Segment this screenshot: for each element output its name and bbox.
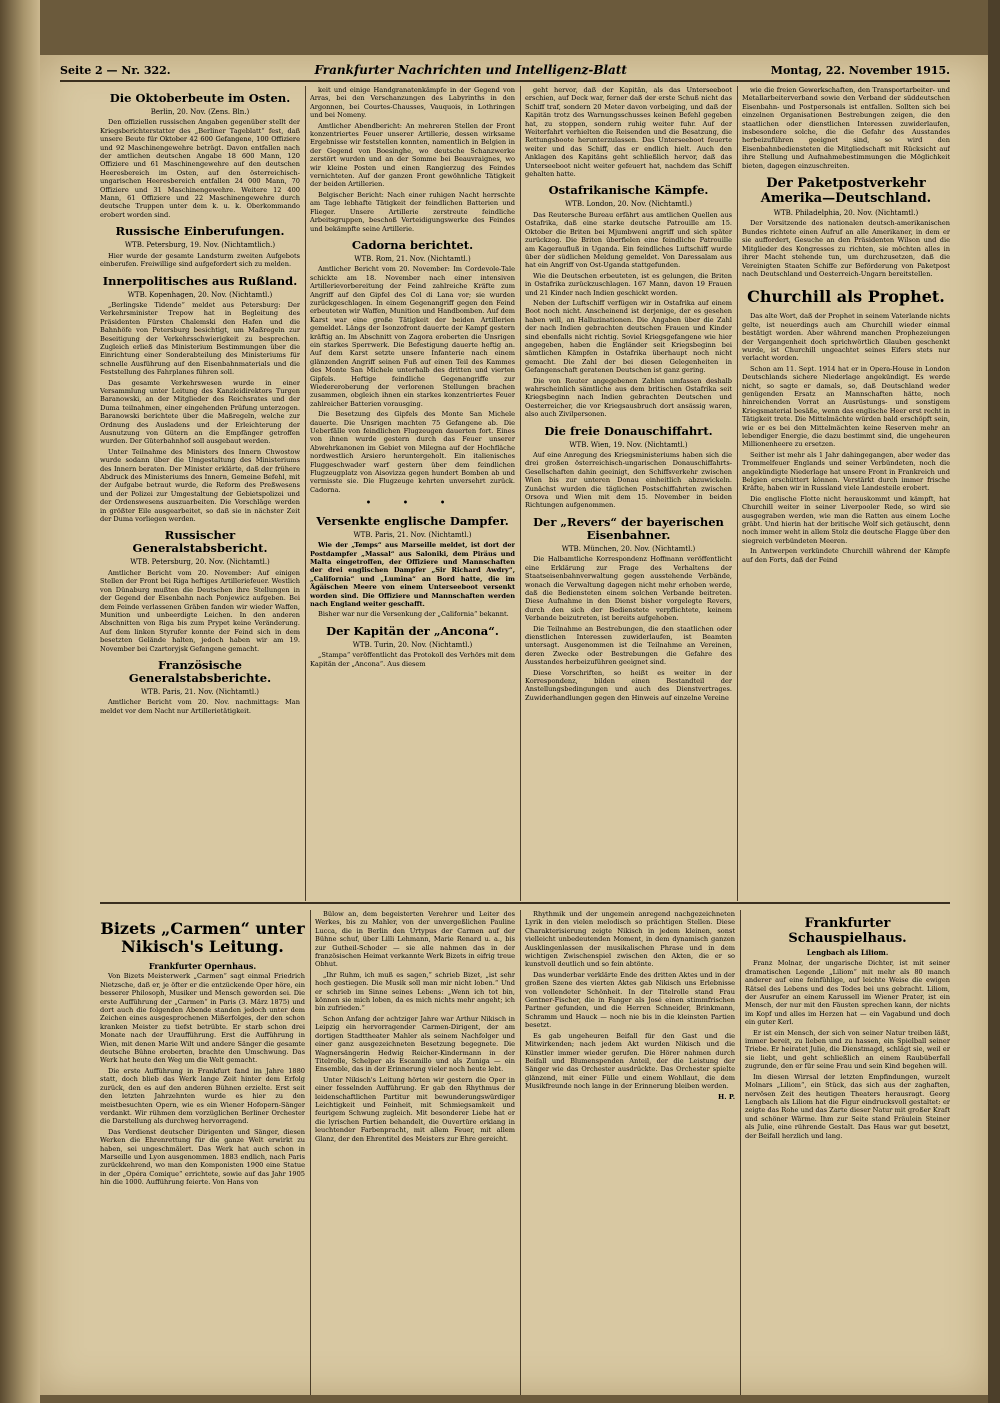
feuilleton-column-1	[100, 910, 305, 1395]
feuilleton-column-2	[315, 910, 515, 1395]
feuilleton-column-4	[745, 910, 950, 1395]
dateline: WTB. Petersburg, 19. Nov. (Nichtamtlich.)	[124, 241, 276, 250]
column-2	[310, 86, 515, 901]
article-text: „Berlingske Tidende“ meldet aus Petersburg: Der Verkehrsminister Trepow hat in Begleitung des Präsidenten Fürsten Chalemski den Hafen und die Bahnhöfe von Petersburg besichtigt, um Maßregeln zur Beseitigung der Verkehrsschwierigkeit zu besprechen. Zugleich erließ das Ministerium Bestimmungen über die Einrichtung einer Sonderabteilung des Ministeriums für schnelle Ausführung auf den Eisenbahnmaterials und die Feststellung des Fahrplanes führen soll.	[100, 300, 300, 377]
article-text: In Antwerpen verkündete Churchill während der Kämpfe auf den Forts, daß der Feind	[742, 547, 950, 564]
dateline: WTB. Rom, 21. Nov. (Nichtamtl.)	[354, 254, 471, 263]
header-masthead: Frankfurter Nachrichten und Intelligenz-Blatt	[314, 63, 627, 77]
dateline: Berlin, 20. Nov. (Zens. Bln.)	[150, 108, 250, 116]
column-4	[742, 86, 950, 901]
headline-churchill-prophet: Churchill als Prophet.	[747, 287, 945, 307]
article-text: Das gesamte Verkehrswesen wurde in einer Versammlung unter Leitung des Kanzleidirektors Turgen Baranowski, an der Mitglieder des Reichsrates und der Duma teilnahmen, einer eingehenden Prüfung unterzogen. Baranowski berichtete über die Maßregeln, welche zur Ordnung des Ausladens und der Erleichterung der Ausnutzung von Gütern an die Empfänger getroffen wurden. Der Güterbahnhof soll ausgebaut werden.	[100, 378, 300, 446]
headline-kapitaen-ancona: Der Kapitän der „Ancona“.	[326, 623, 499, 638]
article-text: Diese Vorschriften, so heißt es weiter in der Korrespondenz, bilden einen Bestandteil der Anstellungsbedingungen und auch des Dienstvertrages. Zuwiderhandlungen gegen den Hinweis auf einzelne Vereine	[525, 668, 732, 702]
headline-carmen: Bizets „Carmen“ unter Nikisch's Leitung.	[100, 919, 305, 956]
section-separator: • • •	[365, 498, 460, 510]
article-text: geht hervor, daß der Kapitän, als das Unterseeboot erschien, auf Deck war, ferner daß der erste Schuß nicht das Schiff traf, sondern 20 Meter davon vorbeiging, und daß der Kapitän trotz des Warnungsschusses keinen Befehl gegeben hat, zu stoppen, sondern ruhig weiter fuhr. Auf der Weiterfahrt verhielten die Reisenden und die Besatzung, die Rettungsboote herunterzulassen. Das Unterseeboot feuerte weiter und das Schiff, das er endlich hielt. Auch den Anklagen des Kapitäns geht schließlich hervor, daß das Unterseeboot nicht weiter gefeuert hat, nachdem das Schiff gehalten hatte.	[525, 86, 732, 179]
article-text: Das wunderbar verklärte Ende des dritten Aktes und in der großen Szene des vierten Aktes gab Nikisch uns Erlebnisse von vollendeter Schönheit. In der Titelrolle stand Frau Gentner-Fischer, die in Fanger als José einen stimmfrischen Partner gefunden, und die Herren Schneider, Brinkmann, Schramm und Hauck — noch nie bis in die kleinsten Partien besetzt.	[525, 970, 735, 1030]
article-text: Er ist ein Mensch, der sich von seiner Natur treiben läßt, immer bereit, zu lieben und zu hassen, ein Spielball seiner Triebe. Er heiratet Julie, die Dienstmagd, schlägt sie, weil er sie liebt, und geht schließlich an einem Raubüberfall zugrunde, den er für seine Frau und sein Kind begehen will.	[745, 1028, 950, 1071]
article-text: Das Reutersche Bureau erfährt aus amtlichen Quellen aus Ostafrika, daß eine starke deutsche Patrouille am 15. Oktober die Briten bei Mjumbweni angriff und sich später zurückzog. Die Briten überfielen eine feindliche Patrouille am Kageraufluß in Uganda. Ein feindliches Luftschiff wurde über der südlichen Meldung gemeldet. Von Daressalam aus hat ein Angriff von Ost-Uganda stattgefunden.	[525, 210, 732, 270]
article-text: Franz Molnar, der ungarische Dichter, ist mit seiner dramatischen Legende „Liliom“ mit mehr als 80 manch anderer auf eine feinfühlige, auf leichte Weise die ewigen Rätsel des Lebens und des Todes bei uns gebracht. Liliom, der Ausrufer an einem Karussell im Wiener Prater, ist ein Mensch, der nur mit den Fäusten sprechen kann, der nichts im Kopf und alles im Herzen hat — ein Vagabund und doch ein guter Kerl.	[745, 959, 950, 1027]
article-text: Von Bizets Meisterwerk „Carmen“ sagt einmal Friedrich Nietzsche, daß er, je öfter er die entzückende Oper höre, ein besserer Philosoph, Musiker und Mensch geworden sei. Die erste Aufführung der „Carmen“ in Paris (3. März 1875) und dort auch die folgenden Abende standen jedoch unter dem Zeichen eines ausgesprochenen Mißerfolges, der den schon kranken Meister zu tiefst betrübte. Er starb schon drei Monate nach der Uraufführung. Erst die Aufführung in Wien, mit denen Marie Wilt und andere Sänger die gesamte deutsche Bühne eroberten, brachte den Umschwung. Das Werk hat heute den Weg um die Welt gemacht.	[100, 972, 305, 1065]
column-rule	[740, 910, 741, 1395]
article-text: Die von Reuter angegebenen Zahlen umfassen deshalb wahrscheinlich sämtliche aus dem britischen Ostafrika seit Kriegsbeginn nach Indien gebrachten Deutschen und Oesterreicher, die vor Kriegsausbruch dort ansässig waren, also auch Zivilpersonen.	[525, 376, 732, 419]
headline-innerpolitisches: Innerpolitisches aus Rußland.	[102, 273, 298, 288]
article-text: Die englische Flotte nicht herauskommt und kämpft, hat Churchill weiter in seiner Liverpooler Rede, so wird sie ausgegraben werden, wie man die Ratten aus einem Loche gräbt. Und hierin hat der britische Wolf sich getäuscht, denn noch immer weht in allem Stolz die deutsche Flagge über den siegreich verbündeten Meeren.	[742, 494, 950, 545]
article-text: Belgischer Bericht: Nach einer ruhigen Nacht herrschte am Tage lebhafte Tätigkeit der feindlichen Batterien und Flieger. Unsere Artillerie zerstreute feindliche Arbeitsgruppen, beschoß Verteidigungswerke des Feindes und bekämpfte seine Artillerie.	[310, 190, 515, 233]
article-text: Wie die Deutschen erbeuteten, ist es gelungen, die Briten in Ostafrika zurückzuschlagen. 167 Mann, davon 19 Frauen und 21 Kinder nach Indien geschickt worden.	[525, 271, 732, 297]
article-text: Der Vorsitzende des nationalen deutsch-amerikanischen Bundes richtete einen Aufruf an alle Amerikaner, in dem er sie auffordert, Gesuche an den Präsidenten Wilson und die Mitglieder des Kongresses zu richten, sie möchten alles in ihrer Macht stehende tun, um durchzusetzen, daß die Vereinigten Staaten Schiffe zur Beförderung von Paketpost nach Deutschland und Oesterreich-Ungarn bereitstellen.	[742, 219, 950, 278]
article-text: Schon am 11. Sept. 1914 hat er in Opera-House in London Deutschlands sichere Niederlage angekündigt. Es werde nicht, so sagte er damals, so, daß Deutschland weder genügenden Ersatz an Mannschaften hätte, noch hinreichenden Vorrat an Ausrüstungs- und sonstigem Kriegsmaterial besäße, wenn das englische Heer erst recht in Tätigkeit trete. Die Mittelmächte würden bald erschöpft sein, wie er es bei den Mittelmächten keine Reserven mehr an lebendiger Energie, die dazu bestimmt sind, die ungeheuren Millionenheere zu ersetzen.	[742, 364, 950, 449]
column-rule	[737, 86, 738, 901]
article-text: Seither ist mehr als 1 Jahr dahingegangen, aber weder das Trommelfeuer Englands und seiner Verbündeten, noch die angekündigte Niederlage hat unsere Front in Frankreich und Belgien erschüttert können. Verstärkt durch immer frische Kräfte, haben wir in Russland viele Landesteile erobert.	[742, 450, 950, 493]
headline-oktoberbeute: Die Oktoberbeute im Osten.	[109, 91, 291, 105]
dateline: WTB. München, 20. Nov. (Nichtamtl.)	[561, 544, 696, 553]
article-text: Auf eine Anregung des Kriegsministeriums haben sich die drei großen österreichisch-ungarischen Donauschiffahrts-Gesellschaften dahin geeinigt, den Schiffsverkehr zwischen Wien bis zur unteren Donau einheitlich abzuwickeln. Zunächst wurden die täglichen Postschiffahrten zwischen Orsova und Wien mit dem 15. November in beiden Richtungen aufgenommen.	[525, 451, 732, 510]
paper-right-edge	[988, 0, 1000, 1403]
header-page-number: Seite 2 — Nr. 322.	[60, 63, 171, 77]
article-text: Schon Anfang der achtziger Jahre war Arthur Nikisch in Leipzig ein hervorragender Carmen-Dirigent, der am dortigen Stadttheater Mahler als seinem Nachfolger und einer ganz ausgezeichneten Besetzung begegnete. Die Wagnersängerin Hedwig Reicher-Kindermann in der Titelrolle, Schelper als Escamillo und als Zuniga — ein Ensemble, das in der Erinnerung vieler noch heute lebt.	[315, 1014, 515, 1074]
article-text: Das alte Wort, daß der Prophet in seinem Vaterlande nichts gelte, ist neuerdings auch am Churchill wieder einmal bestätigt worden. Aber während manchen Prophezeiungen der Vergangenheit doch sprichwörtlich Glauben geschenkt wurde, ist Churchill ungeachtet seines Eifers stets nur verlacht worden.	[742, 312, 950, 363]
dateline: WTB. Philadelphia, 20. Nov. (Nichtamtl.)	[773, 209, 919, 218]
article-text: Wie der „Temps“ aus Marseille meldet, ist dort der Postdampfer „Massal“ aus Saloniki, dem Piräus und Malta eingetroffen, der Offiziere und Mannschaften der drei englischen Dampfer „Sir Richard Awdry“, „California“ und „Lumina“ an Bord hatte, die im Ägäischen Meere von einem Unterseeboot versenkt worden sind. Die Offiziere und Mannschaften werden nach England weiter geschafft.	[310, 541, 515, 608]
headline-ostafrikanische-kaempfe: Ostafrikanische Kämpfe.	[548, 183, 709, 198]
paper-left-edge	[0, 0, 40, 1403]
column-rule	[520, 86, 521, 901]
dateline: WTB. Turin, 20. Nov. (Nichtamtl.)	[352, 640, 473, 649]
header-date: Montag, 22. November 1915.	[770, 63, 950, 77]
headline-paketpostverkehr: Der Paketpostverkehr Amerika—Deutschland.	[760, 176, 932, 207]
article-text: Unter Nikisch's Leitung hörten wir gestern die Oper in einer fesselnden Aufführung. Er gab den Rhythmus der leidenschaftlichen Partitur mit bewunderungswürdiger Leichtigkeit und Feinheit, mit Schmiegsamkeit und feurigem Schwung zugleich. Mit besonderer Liebe hat er die lyrischen Partien behandelt, die Ouvertüre erklang in leuchtender Farbenpracht, mit allem Feuer, mit allem Glanz, der den Ehrentitel des Meisters zur Ehre gereicht.	[315, 1075, 515, 1143]
article-text: Die Halbamtliche Korrespondenz Hoffmann veröffentlicht eine Erklärung zur Frage des Verhaltens der Staatseisenbahnverwaltung gegen ausstehende Verbände, wonach die Verwaltung dagegen nicht mehr erhoben werde, daß die Bediensteten einem solchen Verbande beitreten. Diese Aufnahme in den Dienst bisher vorgelegte Revers, durch den sich der Bedienstete verpflichtete, keinem Verbande beizutreten, ist bereits aufgehoben.	[525, 555, 732, 623]
article-text: Die Besetzung des Gipfels des Monte San Michele dauerte. Die Unsrigen machten 75 Gefangene ab. Die Ueberfälle von feindlichen Flugzeugen dauerten fort. Eines von ihnen wurde gestern durch das Feuer unserer Abwehrkanonen im Gebiet von Milegna auf der Hochfläche nordwestlich Arsiero heruntergeholt. Ein italienisches Fluggeschwader warf gestern über dem feindlichen Flugzeugplatz von Aisovizza gegen hundert Bomben ab und vermisste sie. Die Flugzeuge kehrten unversehrt zurück. Cadorna.	[310, 410, 515, 494]
dateline: WTB. Wien, 19. Nov. (Nichtamtl.)	[569, 440, 688, 449]
article-text: Amtlicher Bericht vom 20. November: Auf einigen Stellen der Front bei Riga heftiges Artilleriefeuer. Westlich von Dünaburg mußten die Deutschen ihre Stellungen in der Gegend der Eisenbahn nach Ponjewicz aufgeben. Bei dem Feinde verlassenen Gräben fanden wir wieder Waffen, Munition und unbeerdigte Leichen. In den anderen Abschnitten von Riga bis zum Prypet keine Veränderung. Auf dem linken Styrufer konnte der Feind sich in dem besetzten Gelände halten, jedoch haben wir am 19. November bei Czartoryjsk Gefangene gemacht.	[100, 568, 300, 653]
article-text: Den offiziellen russischen Angaben gegenüber stellt der Kriegsberichterstatter des „Berliner Tageblatt“ fest, daß unsere Beute für Oktober 42 600 Gefangene, 100 Offiziere und 92 Maschinengewehre beträgt. Davon entfallen nach der amtlichen deutschen Angabe 18 600 Mann, 120 Offiziere und 61 Maschinengewehre auf den deutschen Heeresbereich im Osten, auf den österreichisch-ungarischen Heeresbereich entfallen 24 000 Mann, 70 Offiziere und 31 Maschinengewehre. Weitere 12 400 Mann, 61 Offiziere und 22 Maschinengewehre durch deutsche Truppen unter dem k. u. k. Oberkommando erobert worden sind.	[100, 118, 300, 219]
column-1	[100, 86, 300, 901]
article-text: Amtlicher Bericht vom 20. Nov. nachmittags: Man meldet vor dem Nacht nur Artillerietätigkeit.	[100, 698, 300, 715]
headline-donauschiffahrt: Die freie Donauschiffahrt.	[544, 423, 713, 438]
article-text: Neben der Luftschiff verfügen wir in Ostafrika auf einem Boot noch nicht. Anscheinend ist derjenige, der es gesehen haben will, an Halluzinationen. Die Angaben über die Zahl der nach Indien gebrachten deutschen Frauen und Kinder sind ebenfalls nicht richtig. Soviel Kriegsgefangene wie hier angegeben, haben die Engländer seit Kriegsbeginn bei sämtlichen Kämpfen in Ostafrika überhaupt noch nicht gemacht. Die Zahl der bei diesen Gelegenheiten in Gefangenschaft geratenen Deutschen ist ganz gering.	[525, 298, 732, 375]
dateline: WTB. Petersburg, 20. Nov. (Nichtamtl.)	[130, 558, 270, 567]
author-signature: H. P.	[718, 1092, 735, 1101]
article-text: „Stampa“ veröffentlicht das Protokoll des Verhörs mit dem Kapitän der „Ancona“. Aus diesem	[310, 651, 515, 668]
headline-schauspielhaus: Frankfurter Schauspielhaus.	[788, 916, 907, 946]
dateline: WTB. Paris, 21. Nov. (Nichtamtl.)	[140, 687, 260, 696]
article-text: Es gab ungeheuren Beifall für den Gast und die Mitwirkenden; nach jedem Akt wurden Nikisch und die Künstler immer wieder gerufen. Die Hörer nahmen durch Beifall und Blumenspenden Anteil, der die Leistung der Sänger wie das Orchester ausdrückte. Das Orchester spielte glänzend, mit einer Fülle und einem Wohllaut, die dem Musikfreunde noch lange in der Erinnerung bleiben werden.	[525, 1031, 735, 1091]
article-text: Hier wurde der gesamte Landsturm zweiten Aufgebots einberufen. Freiwillige sind aufgefordert sich zu melden.	[100, 251, 300, 269]
headline-revers-eisenbahner: Der „Revers“ der bayerischen Eisenbahner.	[533, 514, 724, 542]
column-rule	[305, 86, 306, 901]
article-text: Unter Teilnahme des Ministers des Innern Chwostow wurde sodann über die Umgestaltung des Ministeriums des Innern beraten. Der Minister erklärte, daß der frühere Abdruck des Ministeriums des Innern, Gemeine Befehl, mit der Aufgabe betraut wurde, die Reform des Preßwesens und der Polizei zur Umgestaltung der Gebietspolizei und der Ordenswesens auszuarbeiten. Die Vorschläge werden in größter Eile ausgearbeitet, so daß sie in nächster Zeit der Duma vorliegen werden.	[100, 447, 300, 524]
article-text: keit und einige Handgranatenkämpfe in der Gegend von Arras, bei den Verschanzungen des Labyrinths in den Argonnen, bei Courtes-Chausses, Vauquois, in Lothringen und bei Nomeny.	[310, 86, 515, 120]
dateline: WTB. London, 20. Nov. (Nichtamtl.)	[565, 200, 692, 209]
feuilleton-column-3	[525, 910, 735, 1395]
feuilleton-divider	[100, 902, 950, 904]
headline-russische-einberufungen: Russische Einberufungen.	[115, 224, 285, 239]
article-text: „Ihr Ruhm, ich muß es sagen,“ schrieb Bizet, „ist sehr hoch gestiegen. Die Musik soll man mir nicht loben.“ Und er schrieb im Sinne seines Lebens: „Wenn ich tot bin, können sie mich loben, da es mich nichts mehr angeht; ich bin zufrieden.“	[315, 970, 515, 1013]
article-text: Im diesen Wirrsal der letzten Empfindungen, wurzelt Molnars „Liliom“, ein Stück, das sich aus der zaghaften, nervösen Zeit des heutigen Theaters herausragt. Georg Lengbach als Liliom hat die Figur eindrucksvoll gestaltet: er zeigte das Rohe und das Zarte dieser Natur mit großer Kraft und schöner Wärme. Ihm zur Seite stand Fräulein Steiner als Julie, eine rührende Gestalt. Das Haus war gut besetzt, der Beifall herzlich und lang.	[745, 1072, 950, 1140]
dateline: Frankfurter Opernhaus.	[148, 961, 257, 971]
article-text: Bisher war nur die Versenkung der „California“ bekannt.	[318, 610, 509, 619]
headline-versenkte-dampfer: Versenkte englische Dampfer.	[316, 513, 509, 528]
article-text: Amtlicher Bericht vom 20. November: Im Cordevole-Tale schickte am 18. November nach einer intensiven Artillerievorbereitung der Feind zahlreiche Kräfte zum Angriff auf den Gipfel des Col di Lana vor; sie wurden zurückgeschlagen. In einem Gegenangriff gegen den Feind erbeuteten wir Waffen, Munition und Handbomben. Auf dem Karst war eine große Tätigkeit der beiden Artillerien gemeldet. Längs der Isonzofront dauerte der Kampf gestern kräftig an. Im Abschnitt von Zagora eroberten die Unsrigen ein starkes Sperrwerk. Die Befestigung dauerte heftig an. Auf dem Karst setzte unsere Infanterie nach einem glänzenden Angriff seinen Fuß auf einen Teil des Kammes des Monte San Michele unterhalb des dritten und vierten Gipfels. Heftige feindliche Gegenangriffe zur Wiedereroberung der verlorenen Stellungen brachen zusammen, obgleich ihnen ein starkes konzentriertes Feuer zahlreicher Batterien vorausging.	[310, 265, 515, 408]
column-rule	[310, 910, 311, 1395]
column-3	[525, 86, 732, 901]
article-text: Bülow an, dem begeisterten Verehrer und Leiter des Werkes, bis zu Mahler, von der unvergeßlichen Pauline Lucca, die in Berlin den Urtypus der Carmen auf der Bühne schuf, über Lilli Lehmann, Marie Renard u. a., bis zur Gutheil-Schoder — sie alle nahmen das in der französischen Heimat verkannte Werk Bizets in eifrig treue Obhut.	[315, 910, 515, 969]
article-text: Amtlicher Abendbericht: An mehreren Stellen der Front konzentriertes Feuer unserer Artillerie, dessen wirksame Ergebnisse wir feststellen konnten, namentlich in Belgien in der Gegend von Boesinghe, wo deutsche Schanzwerke zerstört wurden und an der Somme bei Beauvraignes, wo wir kleine Posten und einen Rangierzug des Feindes vernichteten. Auf der ganzen Front gewöhnliche Tätigkeit der beiden Artillerien.	[310, 121, 515, 189]
dateline: Lengbach als Liliom.	[806, 948, 889, 957]
headline-cadorna-berichtet: Cadorna berichtet.	[351, 237, 474, 252]
column-rule	[520, 910, 521, 1395]
article-text: Das Verdienst deutscher Dirigenten und Sänger, diesen Werken die Ehrenrettung für die ganze Welt erwirkt zu haben, sei ungeschmälert. Das Werk hat auch schon in Marseille und Lyon ausgenommen. 1883 endlich, nach Paris zurückkehrend, wo man den Komponisten 1900 eine Statue in der „Opéra Comique“ errichtete, sowie auf das Jahr 1905 hin die 1000. Aufführung feierte. Von Hans von	[100, 1127, 305, 1187]
page-header	[60, 60, 950, 82]
dateline: WTB. Kopenhagen, 20. Nov. (Nichtamtl.)	[127, 290, 273, 299]
headline-franzoesische-generalstabsberichte: Französische Generalstabsberichte.	[128, 657, 272, 685]
article-text: Rhythmik und der ungemein anregend nachgezeichneten Lyrik in den vielen melodisch so prächtigen Stellen. Diese Charakterisierung zeigte Nikisch in jedem kleinen, sonst vielleicht unbedeutenden Moment, in dem dynamisch ganzen Ausklingenlassen der musikalischen Phrase und in dem wichtigen Zwischenspiel zwischen den Akten, die er so kunstvoll deutlich und so fein abtönte.	[525, 910, 735, 969]
headline-russischer-generalstabsbericht: Russischer Generalstabsbericht.	[132, 528, 268, 556]
article-text: wie die freien Gewerkschaften, den Transportarbeiter- und Metallarbeiterverband sowie den Verband der süddeutschen Eisenbahn- und Postpersonals ist entfallen. Sollten sich bei einzelnen Organisationen Bestrebungen zeigen, die den staatlichen oder dienstlichen Interessen zuwiderlaufen, insbesondere solche, die die Gefahr des Ausstandes herbeizuführen geeignet sind, so wird den Eisenbahnbediensteten die Mitgliedschaft mit Rücksicht auf ihre Stellung und Aufnahmebestimmungen die Möglichkeit bieten, dagegen einzuschreiten.	[742, 86, 950, 170]
article-text: Die Teilnahme an Bestrebungen, die den staatlichen oder dienstlichen Interessen zuwiderlaufen, ist Beamten untersagt. Ausgenommen ist die Teilnahme an Vereinen, deren Zwecke oder Bestrebungen die Gefahre des Ausstandes herbeizuführen geeignet sind.	[525, 624, 732, 667]
dateline: WTB. Paris, 21. Nov. (Nichtamtl.)	[353, 530, 472, 539]
article-text: Die erste Aufführung in Frankfurt fand im Jahre 1880 statt, doch blieb das Werk lange Zeit hinter dem Erfolg zurück, den es auf den anderen Bühnen erzielte. Erst seit den letzten Jahrzehnten wurde es hier zu den meistbesuchten Opern, wie es ein Wiener Hofopern-Sänger verdankt. Wir rühmen dem vorzüglichen Berliner Orchester die Darstellung als durchweg hervorragend.	[100, 1066, 305, 1126]
